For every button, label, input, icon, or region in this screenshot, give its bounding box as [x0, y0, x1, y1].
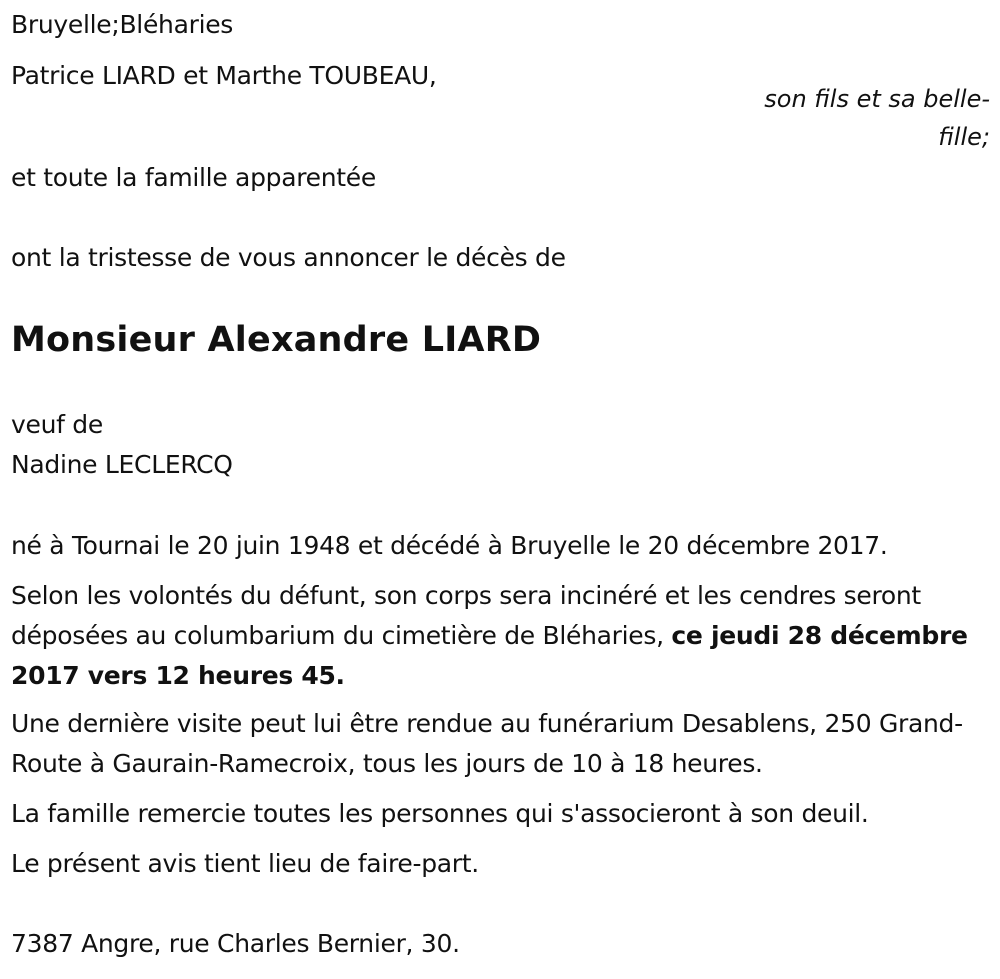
extended-family-line: et toute la famille apparentée [11, 163, 376, 192]
spouse-name: Nadine LECLERCQ [11, 450, 233, 479]
spouse-label: veuf de [11, 410, 103, 439]
notice-line: Le présent avis tient lieu de faire-part. [11, 849, 479, 878]
visit-paragraph: Une dernière visite peut lui être rendue au funérarium Desablens, 250 Grand-Route à Gaurain-Ramecroix, tous les jours de 10 à 18 heures. [11, 709, 963, 778]
relation-line-1: son fils et sa belle- [764, 85, 990, 113]
relation-line-2: fille; [938, 123, 990, 151]
ceremony-date: ce jeudi 28 décembre 2017 vers 12 heures 45. [11, 621, 968, 690]
address-line: 7387 Angre, rue Charles Bernier, 30. [11, 929, 460, 958]
ceremony-intro: Selon les volontés du défunt, son corps sera incinéré et les cendres seront déposées au columbarium du cimetière de Bléharies, [11, 581, 921, 650]
location-line: Bruyelle;Bléharies [11, 10, 234, 39]
ceremony-paragraph [11, 576, 986, 696]
thanks-line: La famille remercie toutes les personnes qui s'associeront à son deuil. [11, 799, 869, 828]
announcement-intro: ont la tristesse de vous annoncer le décès de [11, 243, 566, 272]
family-line: Patrice LIARD et Marthe TOUBEAU, [11, 61, 437, 90]
birth-death-line: né à Tournai le 20 juin 1948 et décédé à Bruyelle le 20 décembre 2017. [11, 531, 888, 560]
deceased-name: Monsieur Alexandre LIARD [11, 320, 542, 360]
